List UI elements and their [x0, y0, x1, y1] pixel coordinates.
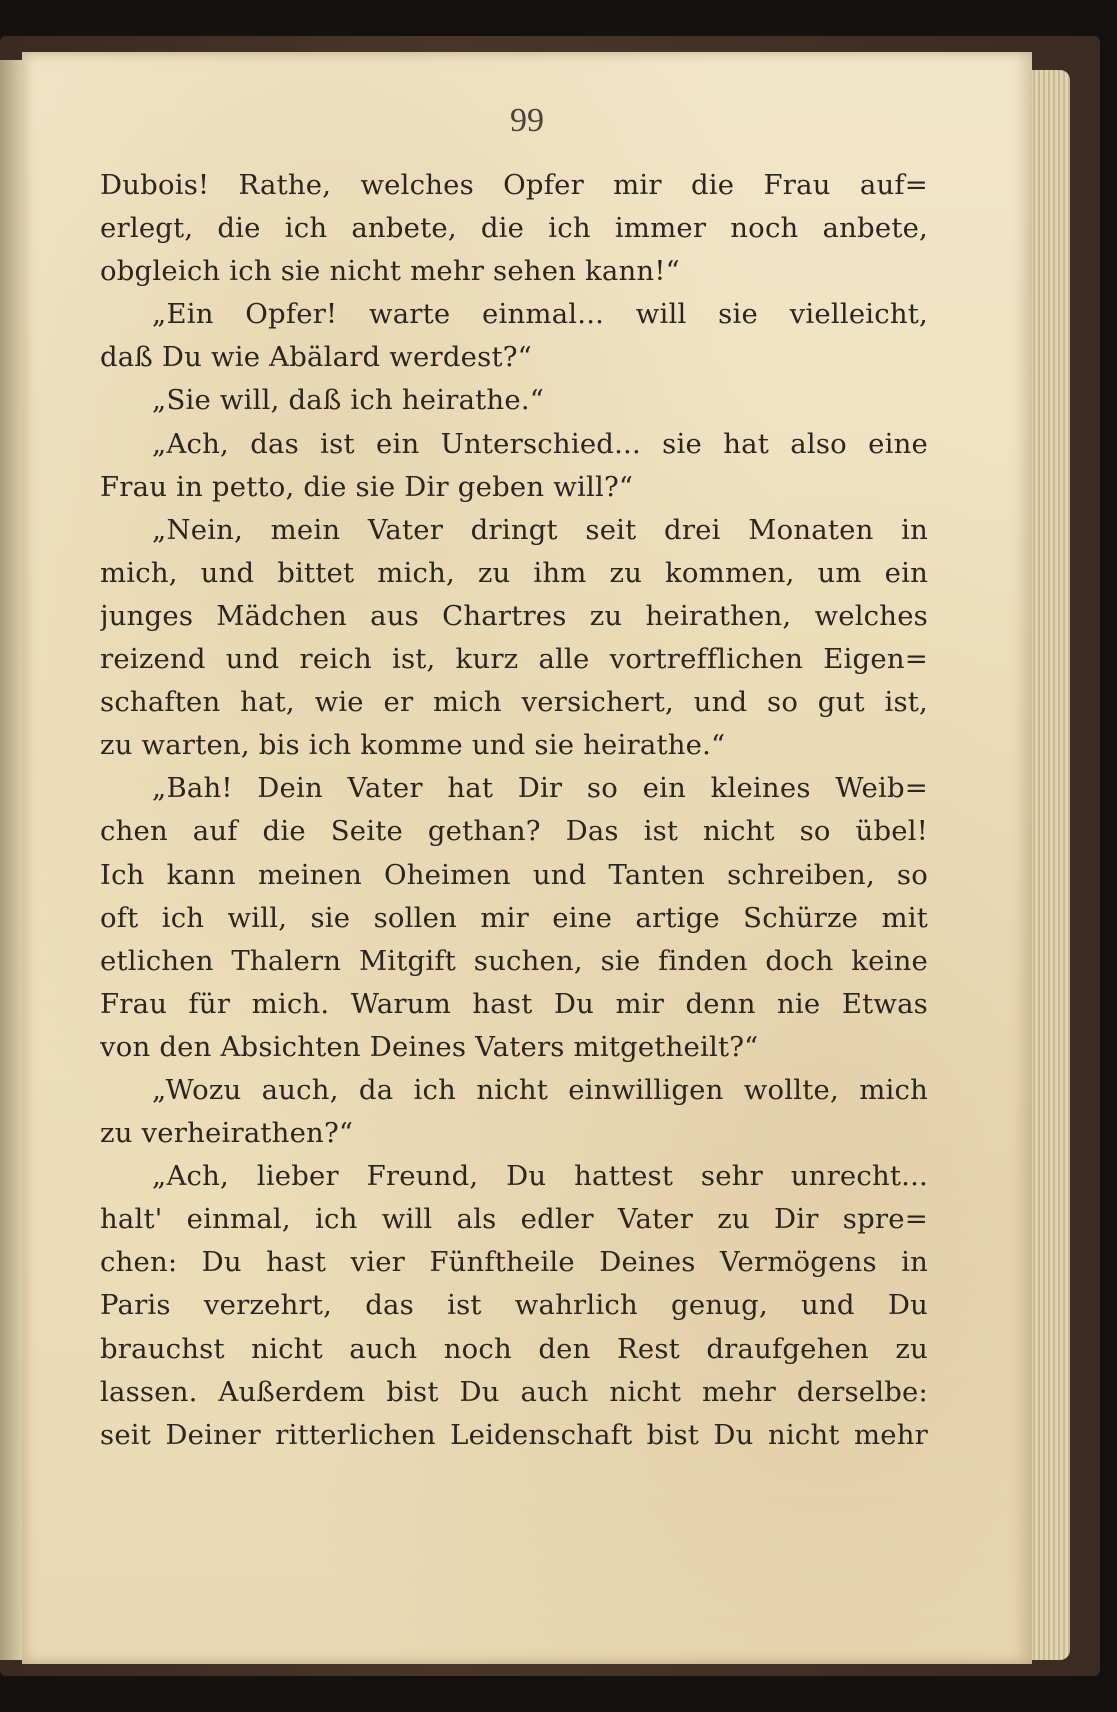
- page-text: [100, 164, 928, 1457]
- book-page: [22, 52, 1032, 1664]
- text-line: „Bah! Dein Vater hat Dir so ein kleines Weib=: [152, 772, 928, 805]
- text-line: „Sie will, daß ich heirathe.“: [152, 384, 545, 417]
- text-line: seit Deiner ritterlichen Leidenschaft bist Du nicht mehr: [100, 1418, 928, 1451]
- text-line: Frau für mich. Warum hast Du mir denn nie Etwas: [100, 987, 928, 1020]
- text-line: junges Mädchen aus Chartres zu heirathen, welches: [100, 599, 928, 632]
- page-number: 99: [510, 102, 544, 139]
- text-line: halt' einmal, ich will als edler Vater zu Dir spre=: [100, 1203, 928, 1236]
- text-line: chen auf die Seite gethan? Das ist nicht so übel!: [100, 815, 928, 848]
- text-line: chen: Du hast vier Fünftheile Deines Vermögens in: [100, 1246, 928, 1279]
- text-line: „Ach, lieber Freund, Du hattest sehr unrecht...: [152, 1160, 928, 1193]
- text-line: Frau in petto, die sie Dir geben will?“: [100, 470, 634, 503]
- text-line: „Ein Opfer! warte einmal... will sie vielleicht,: [152, 298, 928, 331]
- text-line: Paris verzehrt, das ist wahrlich genug, und Du: [100, 1289, 928, 1322]
- text-line: „Ach, das ist ein Unterschied... sie hat also eine: [152, 427, 928, 460]
- text-line: zu warten, bis ich komme und sie heirathe.“: [100, 729, 726, 762]
- text-line: zu verheirathen?“: [100, 1117, 354, 1150]
- text-line: reizend und reich ist, kurz alle vortrefflichen Eigen=: [100, 643, 928, 676]
- text-line: oft ich will, sie sollen mir eine artige Schürze mit: [100, 901, 928, 934]
- text-line: etlichen Thalern Mitgift suchen, sie finden doch keine: [100, 944, 928, 977]
- text-line: obgleich ich sie nicht mehr sehen kann!“: [100, 255, 680, 288]
- text-line: „Wozu auch, da ich nicht einwilligen wollte, mich: [152, 1073, 928, 1106]
- text-line: erlegt, die ich anbete, die ich immer noch anbete,: [100, 212, 928, 245]
- text-line: Ich kann meinen Oheimen und Tanten schreiben, so: [100, 858, 928, 891]
- text-line: „Nein, mein Vater dringt seit drei Monaten in: [152, 513, 928, 546]
- facing-page-edge: [0, 60, 22, 1660]
- text-line: von den Absichten Deines Vaters mitgetheilt?“: [100, 1030, 759, 1063]
- text-line: brauchst nicht auch noch den Rest draufgehen zu: [100, 1332, 928, 1365]
- text-line: mich, und bittet mich, zu ihm zu kommen, um ein: [100, 556, 928, 589]
- text-line: daß Du wie Abälard werdest?“: [100, 341, 532, 374]
- text-line: lassen. Außerdem bist Du auch nicht mehr derselbe:: [100, 1375, 928, 1408]
- text-line: Dubois! Rathe, welches Opfer mir die Frau auf=: [100, 169, 928, 201]
- text-line: schaften hat, wie er mich versichert, und so gut ist,: [100, 686, 928, 719]
